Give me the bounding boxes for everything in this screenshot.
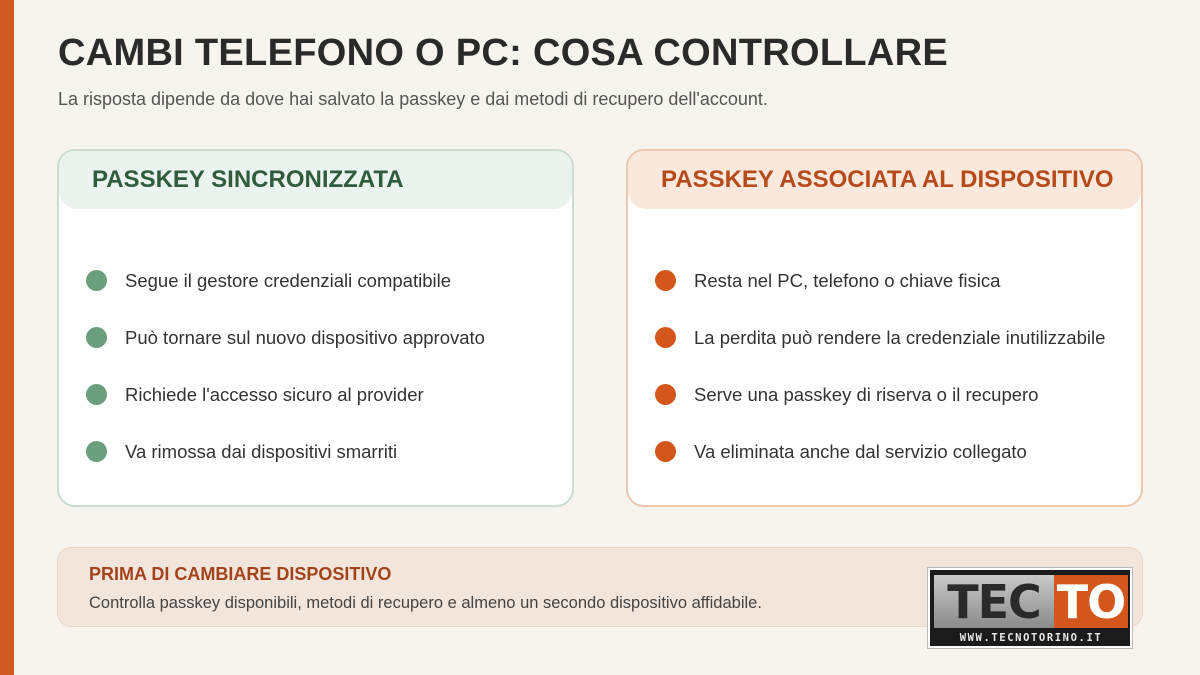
bullet-dot-icon (86, 327, 107, 348)
list-item (59, 366, 572, 423)
list-item-text: Resta nel PC, telefono o chiave fisica (694, 269, 1001, 291)
list-item-text: Richiede l'accesso sicuro al provider (125, 383, 424, 405)
card-title: PASSKEY ASSOCIATA AL DISPOSITIVO (628, 151, 1141, 209)
card-list (628, 209, 1141, 480)
note-title: PRIMA DI CAMBIARE DISPOSITIVO (89, 564, 392, 584)
list-item (628, 366, 1141, 423)
list-item (628, 423, 1141, 480)
logo-tec-text: TEC (934, 575, 1054, 628)
card-title: PASSKEY SINCRONIZZATA (59, 151, 572, 209)
page-title: CAMBI TELEFONO O PC: COSA CONTROLLARE (58, 32, 948, 74)
synced-passkey-card (57, 149, 574, 507)
bullet-dot-icon (86, 384, 107, 405)
accent-bar (0, 0, 14, 675)
list-item (628, 252, 1141, 309)
bullet-dot-icon (86, 441, 107, 462)
bullet-dot-icon (86, 270, 107, 291)
list-item (59, 309, 572, 366)
logo-wordmark (934, 575, 1128, 628)
card-list (59, 209, 572, 480)
bullet-dot-icon (655, 270, 676, 291)
list-item-text: Può tornare sul nuovo dispositivo approvato (125, 326, 485, 348)
logo-to-text: TO (1054, 575, 1128, 628)
tecnotorino-logo (928, 568, 1132, 648)
note-text: Controlla passkey disponibili, metodi di recupero e almeno un secondo dispositivo affidabile. (89, 594, 762, 612)
list-item (59, 423, 572, 480)
list-item-text: Va rimossa dai dispositivi smarriti (125, 440, 398, 462)
list-item (628, 309, 1141, 366)
list-item-text: La perdita può rendere la credenziale inutilizzabile (694, 326, 1106, 348)
list-item-text: Va eliminata anche dal servizio collegato (694, 440, 1027, 462)
device-bound-passkey-card (626, 149, 1143, 507)
bullet-dot-icon (655, 441, 676, 462)
list-item (59, 252, 572, 309)
list-item-text: Segue il gestore credenziali compatibile (125, 269, 451, 291)
bullet-dot-icon (655, 384, 676, 405)
list-item-text: Serve una passkey di riserva o il recupero (694, 383, 1039, 405)
page-subtitle: La risposta dipende da dove hai salvato la passkey e dai metodi di recupero dell'account. (58, 89, 768, 109)
logo-url: WWW.TECNOTORINO.IT (959, 632, 1103, 644)
bullet-dot-icon (655, 327, 676, 348)
